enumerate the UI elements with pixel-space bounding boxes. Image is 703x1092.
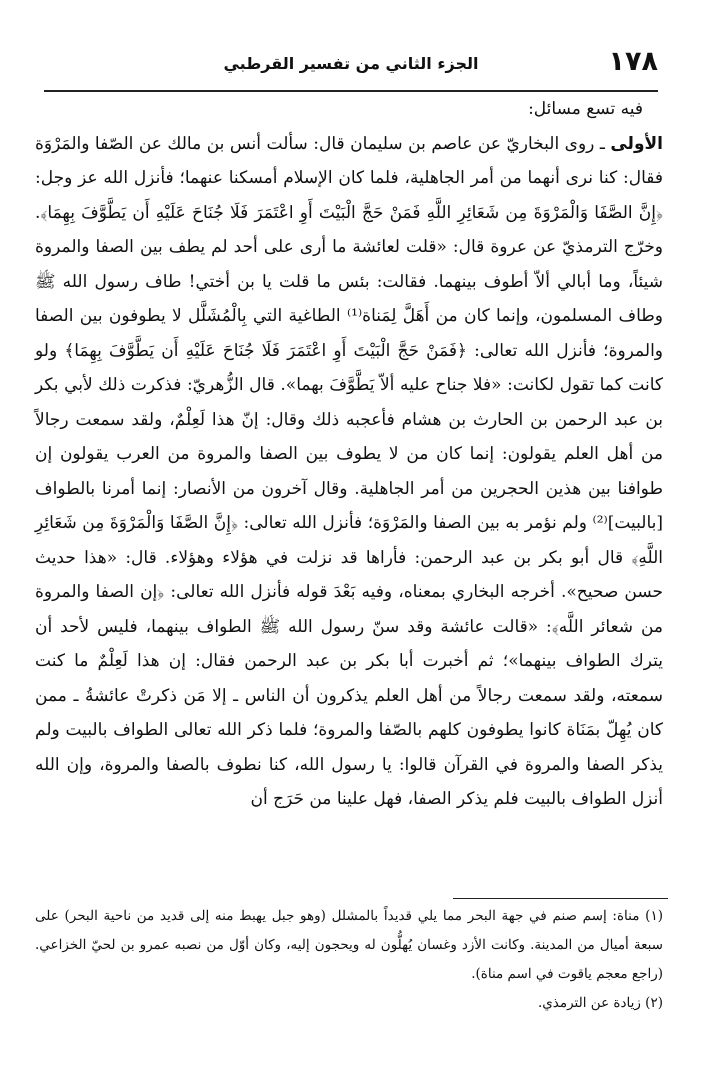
page-header: [44, 44, 658, 92]
main-text: [35, 92, 663, 817]
first-issue-paragraph: [35, 127, 663, 817]
paragraph-text: ـ روى البخاريّ عن عاصم بن سليمان قال: سألت أنس بن مالك عن الصّفا والمَرْوَة فقال: كنا نرى أنهما من أمر الجاهلية، فلما كان الإسلام أمسكنا عنهما؛ فأنزل الله عز وجل: ﴿إِنَّ الصَّفَا وَالْمَرْوَةَ مِن شَعَائِرِ اللَّهِ فَمَنْ حَجَّ الْبَيْتَ أَوِ اعْتَمَرَ فَلَا جُنَاحَ عَلَيْهِ أَن يَطَّوَّفَ بِهِمَا﴾. وخرّج الترمذيّ عن عروة قال: «قلت لعائشة ما أرى على أحد لم يطف بين الصفا والمروة شيئاً، وما أبالي ألاّ أطوف بينهما. فقالت: بئس ما قلت يا بن أختي! طاف رسول الله ﷺ وطاف المسلمون، وإنما كان من أَهَلَّ لِمَناة⁽¹⁾ الطاغية التي بِالْمُشَلَّل لا يطوفون بين الصفا والمروة؛ فأنزل الله تعالى: ﴿فَمَنْ حَجَّ الْبَيْتَ أَوِ اعْتَمَرَ فَلَا جُنَاحَ عَلَيْهِ أَن يَطَّوَّفَ بِهِمَا﴾ ولو كانت كما تقول لكانت: «فلا جناح عليه ألاّ يَطَّوَّفَ بهما». قال الزُّهريّ: فذكرت ذلك لأبي بكر بن عبد الرحمن بن الحارث بن هشام فأعجبه ذلك وقال: إنّ هذا لَعِلْمٌ، ولقد سمعت رجالاً من أهل العلم يقولون: إنما كان من لا يطوف بين الصفا والمروة من العرب يقولون إن طوافنا بين هذين الحجرين من أمر الجاهلية. وقال آخرون من الأنصار: إنما أمرنا بالطواف [بالبيت]⁽²⁾ ولم نؤمر به بين الصفا والمَرْوَة؛ فأنزل الله تعالى: ﴿إِنَّ الصَّفَا وَالْمَرْوَةَ مِن شَعَائِرِ اللَّهِ﴾ قال أبو بكر بن عبد الرحمن: فأراها قد نزلت في هؤلاء وهؤلاء. قال: «هذا حديث حسن صحيح». أخرجه البخاري بمعناه، وفيه بَعْدَ قوله فأنزل الله تعالى: ﴿إن الصفا والمروة من شعائر اللَّه﴾: «قالت عائشة وقد سنّ رسول الله ﷺ الطواف بينهما، فليس لأحد أن يترك الطواف بينهما»؛ ثم أخبرت أبا بكر بن عبد الرحمن فقال: إن هذا لَعِلْمٌ ما كنت سمعته، ولقد سمعت رجالاً من أهل العلم يذكرون أن الناس ـ إلا مَن ذكرتْ عائشةُ ـ ممن كان يُهِلّ بمَنَاة كانوا يطوفون كلهم بالصّفا والمروة؛ فلما ذكر الله تعالى الطواف بالبيت ولم يذكر الصفا والمروة في القرآن قالوا: يا رسول الله، كنا نطوف بالصفا والمروة، وإن الله أنزل الطواف بالبيت فلم يذكر الصفا، فهل علينا من حَرَج أن: [35, 133, 663, 809]
page-number: ١٧٨: [608, 46, 658, 77]
footnote-separator: [453, 898, 668, 899]
footnote-2: (٢) زيادة عن الترمذي.: [537, 995, 663, 1011]
footnote-1: (١) مناة: إسم صنم في جهة البحر مما يلي قديداً بالمشلل (وهو جبل يهبط منه إلى قديد من ناحية البحر) على سبعة أميال من المدينة. وكانت الأزد وغسان يُهلُّون له ويحجون إليه، وكان أوّل من نصبه عمرو بن لحيّ الخزاعي. (راجع معجم ياقوت في اسم مناة).: [35, 908, 663, 982]
lead-word: الأولى: [610, 133, 663, 154]
footnotes: [35, 902, 663, 1018]
running-title: الجزء الثاني من تفسير القرطبي: [223, 54, 479, 73]
intro-line: فيه تسع مسائل:: [528, 99, 643, 119]
